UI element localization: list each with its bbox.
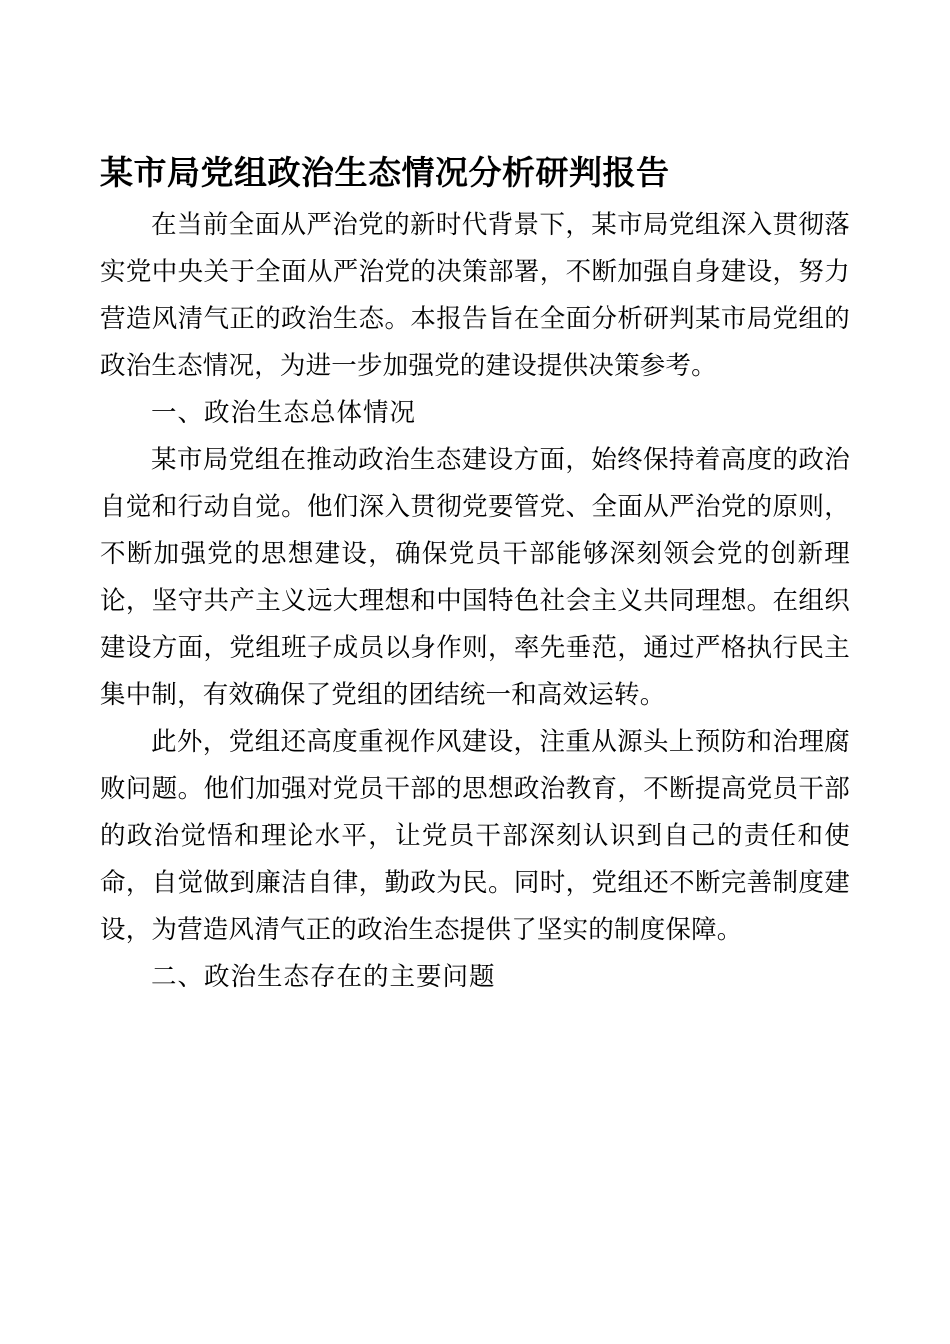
section-heading-2: 二、政治生态存在的主要问题 (151, 962, 496, 992)
paragraph-section1-b: 此外，党组还高度重视作风建设，注重从源头上预防和治理腐败问题。他们加强对党员干部的思想政治教育，不断提高党员干部的政治觉悟和理论水平，让党员干部深刻认识到自己的责任和使命，自觉做到廉洁自律，勤政为民。同时，党组还不断完善制度建设，为营造风清气正的政治生态提供了坚实的制度保障。 (100, 727, 850, 945)
section-heading-1: 一、政治生态总体情况 (151, 398, 417, 428)
paragraph-section1-a: 某市局党组在推动政治生态建设方面，始终保持着高度的政治自觉和行动自觉。他们深入贯彻党要管党、全面从严治党的原则，不断加强党的思想建设，确保党员干部能够深刻领会党的创新理论，坚守共产主义远大理想和中国特色社会主义共同理想。在组织建设方面，党组班子成员以身作则，率先垂范，通过严格执行民主集中制，有效确保了党组的团结统一和高效运转。 (100, 445, 850, 710)
paragraph-intro: 在当前全面从严治党的新时代背景下，某市局党组深入贯彻落实党中央关于全面从严治党的决策部署，不断加强自身建设，努力营造风清气正的政治生态。本报告旨在全面分析研判某市局党组的政治生态情况，为进一步加强党的建设提供决策参考。 (100, 210, 850, 381)
page-title: 某市局党组政治生态情况分析研判报告 (100, 153, 670, 192)
